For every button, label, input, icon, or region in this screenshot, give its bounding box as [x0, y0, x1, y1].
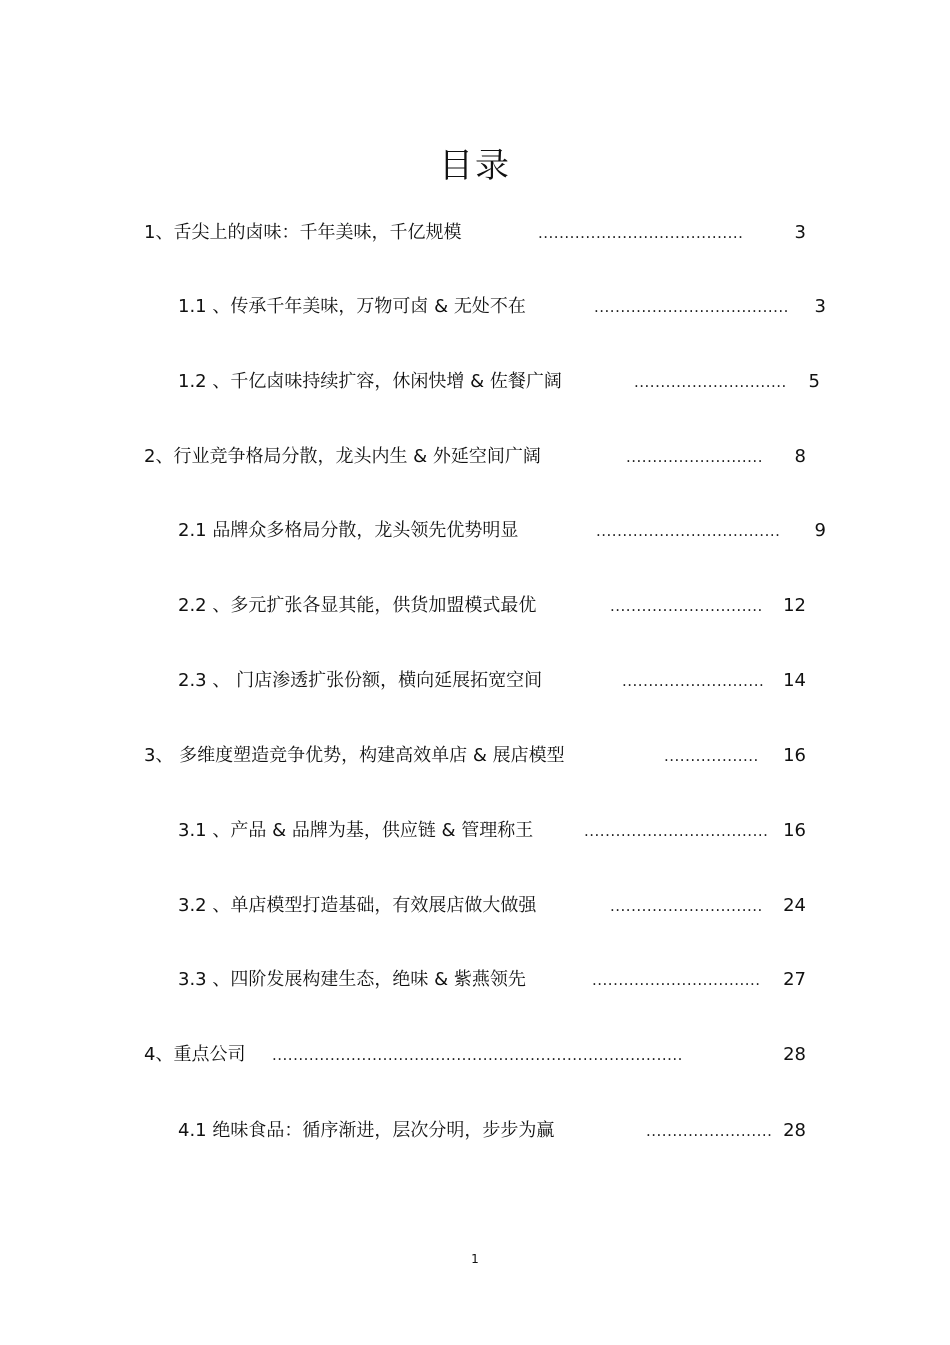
toc-entry-label: 3.1 、产品 & 品牌为基，供应链 & 管理称王 [178, 820, 534, 841]
toc-page-number: 5 [808, 371, 820, 392]
toc-entry-label: 1、舌尖上的卤味：千年美味，千亿规模 [144, 222, 462, 243]
toc-title: 目录 [439, 146, 511, 186]
toc-entry-4-1[interactable] [178, 1116, 806, 1146]
toc-entry-2-1[interactable] [178, 516, 826, 546]
toc-entry-3-2[interactable] [178, 891, 806, 921]
toc-page-number: 28 [783, 1120, 806, 1141]
toc-page-number: 16 [783, 745, 806, 766]
toc-entry-label: 1.1 、传承千年美味，万物可卤 & 无处不在 [178, 296, 526, 317]
toc-dot-leader: .................. [664, 747, 759, 765]
toc-entry-1-2[interactable] [178, 367, 820, 397]
toc-entry-label: 3、 多维度塑造竞争优势，构建高效单店 & 展店模型 [144, 745, 565, 766]
toc-dot-leader: ..................................... [594, 298, 789, 316]
toc-dot-leader: ................................... [584, 822, 769, 840]
toc-entry-4[interactable] [144, 1040, 806, 1070]
toc-dot-leader: ........................ [646, 1122, 773, 1140]
toc-entry-label: 3.2 、单店模型打造基础，有效展店做大做强 [178, 895, 537, 916]
toc-page-number: 24 [783, 895, 806, 916]
toc-entry-3[interactable] [144, 741, 806, 771]
toc-entry-label: 4.1 绝味食品：循序渐进，层次分明，步步为赢 [178, 1120, 555, 1141]
toc-dot-leader: ................................... [596, 522, 781, 540]
toc-entry-label: 3.3 、四阶发展构建生态，绝味 & 紫燕领先 [178, 969, 526, 990]
toc-entry-label: 1.2 、千亿卤味持续扩容，休闲快增 & 佐餐广阔 [178, 371, 562, 392]
toc-page-number: 16 [783, 820, 806, 841]
toc-entry-3-3[interactable] [178, 965, 806, 995]
toc-dot-leader: .......................... [626, 448, 763, 466]
toc-dot-leader: ............................. [610, 597, 763, 615]
toc-entry-2-3[interactable] [178, 666, 806, 696]
toc-page-number: 8 [794, 446, 806, 467]
toc-dot-leader: .............................................................................. [272, 1046, 683, 1064]
toc-entry-label: 2.2 、多元扩张各显其能，供货加盟模式最优 [178, 595, 537, 616]
toc-entry-label: 2、行业竞争格局分散，龙头内生 & 外延空间广阔 [144, 446, 541, 467]
toc-page-number: 14 [783, 670, 806, 691]
toc-entry-label: 2.3 、 门店渗透扩张份额，横向延展拓宽空间 [178, 670, 543, 691]
toc-dot-leader: ............................. [634, 373, 787, 391]
toc-page-number: 27 [783, 969, 806, 990]
toc-dot-leader: ....................................... [538, 224, 744, 242]
toc-entry-1-1[interactable] [178, 292, 826, 322]
toc-dot-leader: ................................ [592, 971, 761, 989]
toc-page-number: 12 [783, 595, 806, 616]
toc-page-number: 3 [794, 222, 806, 243]
toc-dot-leader: ........................... [622, 672, 765, 690]
toc-page-number: 9 [814, 520, 826, 541]
toc-entry-2-2[interactable] [178, 591, 806, 621]
toc-entry-2[interactable] [144, 442, 814, 472]
toc-page-number: 3 [814, 296, 826, 317]
toc-entry-label: 4、重点公司 [144, 1044, 246, 1065]
toc-entry-1[interactable] [144, 218, 814, 248]
page-number: 1 [471, 1252, 479, 1266]
toc-page-number: 28 [783, 1044, 806, 1065]
toc-entry-3-1[interactable] [178, 816, 806, 846]
toc-dot-leader: ............................. [610, 897, 763, 915]
toc-entry-label: 2.1 品牌众多格局分散，龙头领先优势明显 [178, 520, 519, 541]
